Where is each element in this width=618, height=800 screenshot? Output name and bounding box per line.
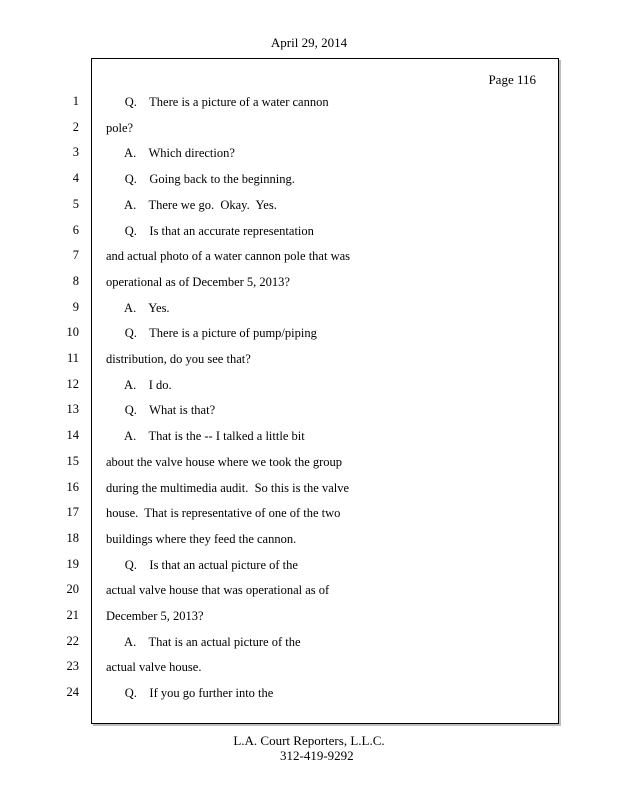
line-number: 21 bbox=[66, 608, 79, 622]
line-number: 10 bbox=[66, 325, 79, 340]
transcript-line: buildings where they feed the cannon. bbox=[106, 531, 297, 546]
line-number: 2 bbox=[72, 119, 79, 134]
line-number: 4 bbox=[72, 171, 79, 186]
transcript-line: Q. If you go further into the bbox=[106, 686, 274, 701]
transcript-line: distribution, do you see that? bbox=[106, 352, 251, 366]
header-date: April 29, 2014 bbox=[270, 35, 348, 50]
transcript-line: about the valve house where we took the group bbox=[106, 454, 343, 469]
line-number: 16 bbox=[66, 479, 79, 494]
transcript-line: A. That is the -- I talked a little bit bbox=[106, 429, 305, 444]
transcript-line: A. I do. bbox=[106, 377, 172, 392]
transcript-line: actual valve house. bbox=[106, 660, 202, 675]
line-number: 23 bbox=[66, 659, 79, 674]
transcript-line: Q. What is that? bbox=[106, 403, 216, 418]
transcript-line: Q. Is that an accurate representation bbox=[106, 223, 314, 238]
transcript-line: Q. Going back to the beginning. bbox=[106, 172, 295, 187]
line-number: 7 bbox=[72, 248, 79, 263]
footer-phone: 312-419-9292 bbox=[280, 748, 354, 763]
line-number: 18 bbox=[66, 530, 79, 545]
transcript-line: during the multimedia audit. So this is the valve bbox=[106, 480, 350, 495]
transcript-line: actual valve house that was operational as of bbox=[106, 583, 330, 598]
line-number: 14 bbox=[66, 428, 79, 443]
transcript-line: A. Which direction? bbox=[106, 146, 235, 161]
line-number: 20 bbox=[66, 582, 79, 597]
transcript-line: operational as of December 5, 2013? bbox=[106, 274, 290, 289]
footer-company: L.A. Court Reporters, L.L.C. bbox=[233, 733, 385, 748]
line-number: 19 bbox=[66, 556, 79, 571]
line-number: 24 bbox=[66, 685, 79, 700]
line-number: 13 bbox=[66, 402, 79, 417]
page-number: Page 116 bbox=[488, 72, 536, 87]
line-number: 3 bbox=[72, 145, 79, 160]
transcript-line: A. Yes. bbox=[106, 300, 170, 315]
transcript-line: Q. There is a picture of a water cannon bbox=[106, 95, 329, 109]
line-number: 11 bbox=[66, 351, 79, 365]
line-number: 12 bbox=[66, 376, 79, 391]
line-number: 15 bbox=[66, 453, 79, 468]
line-number: 5 bbox=[72, 196, 79, 211]
line-number: 9 bbox=[72, 299, 79, 314]
transcript-line: December 5, 2013? bbox=[106, 609, 204, 623]
transcript-line: Q. There is a picture of pump/piping bbox=[106, 326, 317, 341]
transcript-line: A. That is an actual picture of the bbox=[106, 634, 301, 649]
transcript-line: Q. Is that an actual picture of the bbox=[106, 557, 298, 572]
transcript-line: house. That is representative of one of the two bbox=[106, 506, 341, 521]
transcript-page bbox=[91, 58, 559, 724]
line-number: 8 bbox=[72, 273, 79, 288]
line-number: 6 bbox=[72, 222, 79, 237]
line-number: 17 bbox=[66, 505, 79, 520]
transcript-line: A. There we go. Okay. Yes. bbox=[106, 197, 277, 212]
line-number: 22 bbox=[66, 633, 79, 648]
transcript-line: and actual photo of a water cannon pole that was bbox=[106, 249, 351, 264]
transcript-line: pole? bbox=[106, 120, 134, 135]
line-number: 1 bbox=[72, 94, 79, 108]
